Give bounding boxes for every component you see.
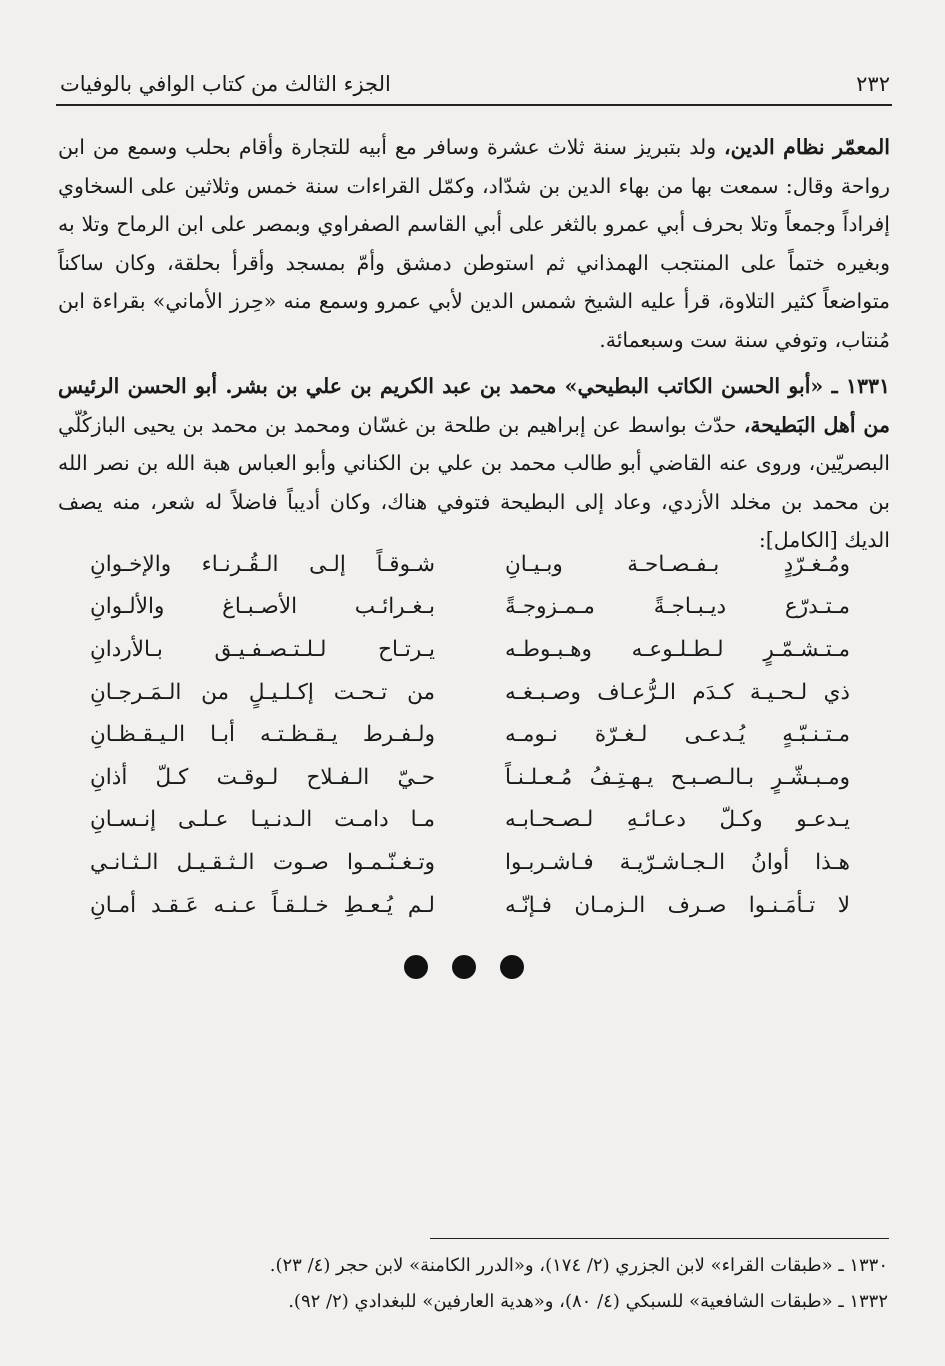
entry-1330	[58, 128, 890, 359]
poem-verse	[90, 884, 850, 927]
verse-first-hemistich: مـتـنـبّـهٍ يُـدعـى لـغـرّة نـومـه	[505, 722, 850, 748]
poem-verse	[90, 841, 850, 884]
verse-first-hemistich: هـذا أوانُ الـجـاشـرّيـة فـاشـربـوا	[505, 849, 850, 875]
verse-first-hemistich: ذي لـحـيـة كـدَم الـرُّعـاف وصـبـغـه	[505, 679, 850, 705]
poem	[90, 543, 850, 926]
verse-first-hemistich: ومُـغـرّدٍ بـفـصـاحـة وبـيـانِ	[505, 551, 850, 577]
verse-second-hemistich: وتـغـنّـمـوا صـوت الـثـقـيـل الـثـانـي	[90, 849, 435, 875]
poem-verse	[90, 799, 850, 842]
verse-second-hemistich: يـرتـاح لـلـتـصـفـيـق بـالأردانِ	[90, 636, 435, 662]
poem-verse	[90, 671, 850, 714]
verse-second-hemistich: حـيّ الـفـلاح لـوقـت كـلّ أذانِ	[90, 764, 435, 790]
verse-second-hemistich: شـوقـاً إلـى الـقُـرنـاء والإخـوانِ	[90, 551, 435, 577]
separator-dot	[452, 955, 476, 979]
verse-first-hemistich: لا تـأمَـنـوا صـرف الـزمـان فـإنّـه	[505, 892, 850, 918]
entry-1330-text: ولد بتبريز سنة ثلاث عشرة وسافر مع أبيه للتجارة وأقام بحلب وسمع من ابن رواحة وقال: سمعت بها من بهاء الدين بن شدّاد، وكمّل القراءات سنة خمس وثلاثين على السخاوي إفراداً وجمعاً وتلا بحرف أبي عمرو بالثغر على أبي القاسم الصفراوي وبمصر على ابن الرماح وتلا به وبغيره ختماً على المنتجب الهمذاني ثم استوطن دمشق وأمّ بمسجد وأقرأ بحلقة، وكان ساكناً متواضعاً كثير التلاوة، قرأ عليه الشيخ شمس الدين لأبي عمرو وسمع منه «حِرز الأماني» بقراءة ابن مُنتاب، وتوفي سنة ست وسبعمائة.	[58, 135, 890, 352]
section-separator	[404, 955, 524, 979]
verse-second-hemistich: مـا دامـت الـدنـيـا عـلـى إنـسـانِ	[90, 807, 435, 833]
running-head	[60, 66, 890, 102]
verse-second-hemistich: من تـحـت إكـلـيـلٍ من الـمَـرجـانِ	[90, 679, 435, 705]
verse-second-hemistich: لـم يُـعـطِ خـلـقـاً عـنـه عَـقـد أمـانِ	[90, 892, 435, 918]
page-number: ٢٣٢	[856, 72, 890, 96]
verse-first-hemistich: ومـبـشّـرٍ بـالـصـبـح يـهـتِـفُ مُـعـلـنـاً	[505, 764, 850, 790]
entry-1331-text: حدّث بواسط عن إبراهيم بن طلحة بن غسّان ومحمد بن محمد بن يحيى البازكُلّي البصريّين، وروى عنه القاضي أبو طالب محمد بن علي بن الكناني وأبو العباس هبة الله بن نصر الله بن محمد بن مخلد الأزدي، وعاد إلى البطيحة فتوفي هناك، وكان أديباً فاضلاً له شعر، منه يصف الديك [الكامل]:	[58, 412, 890, 552]
entry-1331	[58, 367, 890, 560]
poem-verse	[90, 586, 850, 629]
header-rule	[56, 104, 892, 106]
poem-verse	[90, 713, 850, 756]
verse-second-hemistich: بـغـرائـب الأصـبـاغ والألـوانِ	[90, 594, 435, 620]
footnotes	[200, 1248, 888, 1320]
separator-dot	[404, 955, 428, 979]
running-title: الجزء الثالث من كتاب الوافي بالوفيات	[60, 72, 391, 96]
verse-first-hemistich: يـدعـو وكـلّ دعـائـهِ لـصـحـابـه	[505, 807, 850, 833]
poem-verse	[90, 756, 850, 799]
verse-first-hemistich: مـتـشـمّـرٍ لـطـلـوعـه وهـبـوطـه	[505, 636, 850, 662]
entry-1331-number: ١٣٣١ ـ	[823, 374, 891, 398]
verse-first-hemistich: مـتـدرّع ديـبـاجـةً مـمـزوجـةً	[505, 594, 850, 620]
footnote-1332: ١٣٣٢ ـ «طبقات الشافعية» للسبكي (٤/ ٨٠)، و«هدية العارفين» للبغدادي (٢/ ٩٢).	[288, 1291, 888, 1312]
body-text	[58, 128, 890, 560]
entry-1330-lead: المعمّر نظام الدين،	[724, 135, 891, 159]
entry-1331-name: «أبو الحسن الكاتب البطيحي» محمد بن عبد الكريم بن علي بن بشر. أبو الحسن الرئيس من أهل البَطيحة،	[58, 374, 890, 437]
poem-verse	[90, 543, 850, 586]
separator-dot	[500, 955, 524, 979]
footnote-rule	[430, 1238, 889, 1239]
poem-verse	[90, 628, 850, 671]
verse-second-hemistich: ولـفـرط يـقـظـتـه أبـا الـيـقـظـانِ	[90, 722, 435, 748]
footnote-1330: ١٣٣٠ ـ «طبقات القراء» لابن الجزري (٢/ ١٧٤)، و«الدرر الكامنة» لابن حجر (٤/ ٢٣).	[269, 1255, 888, 1276]
